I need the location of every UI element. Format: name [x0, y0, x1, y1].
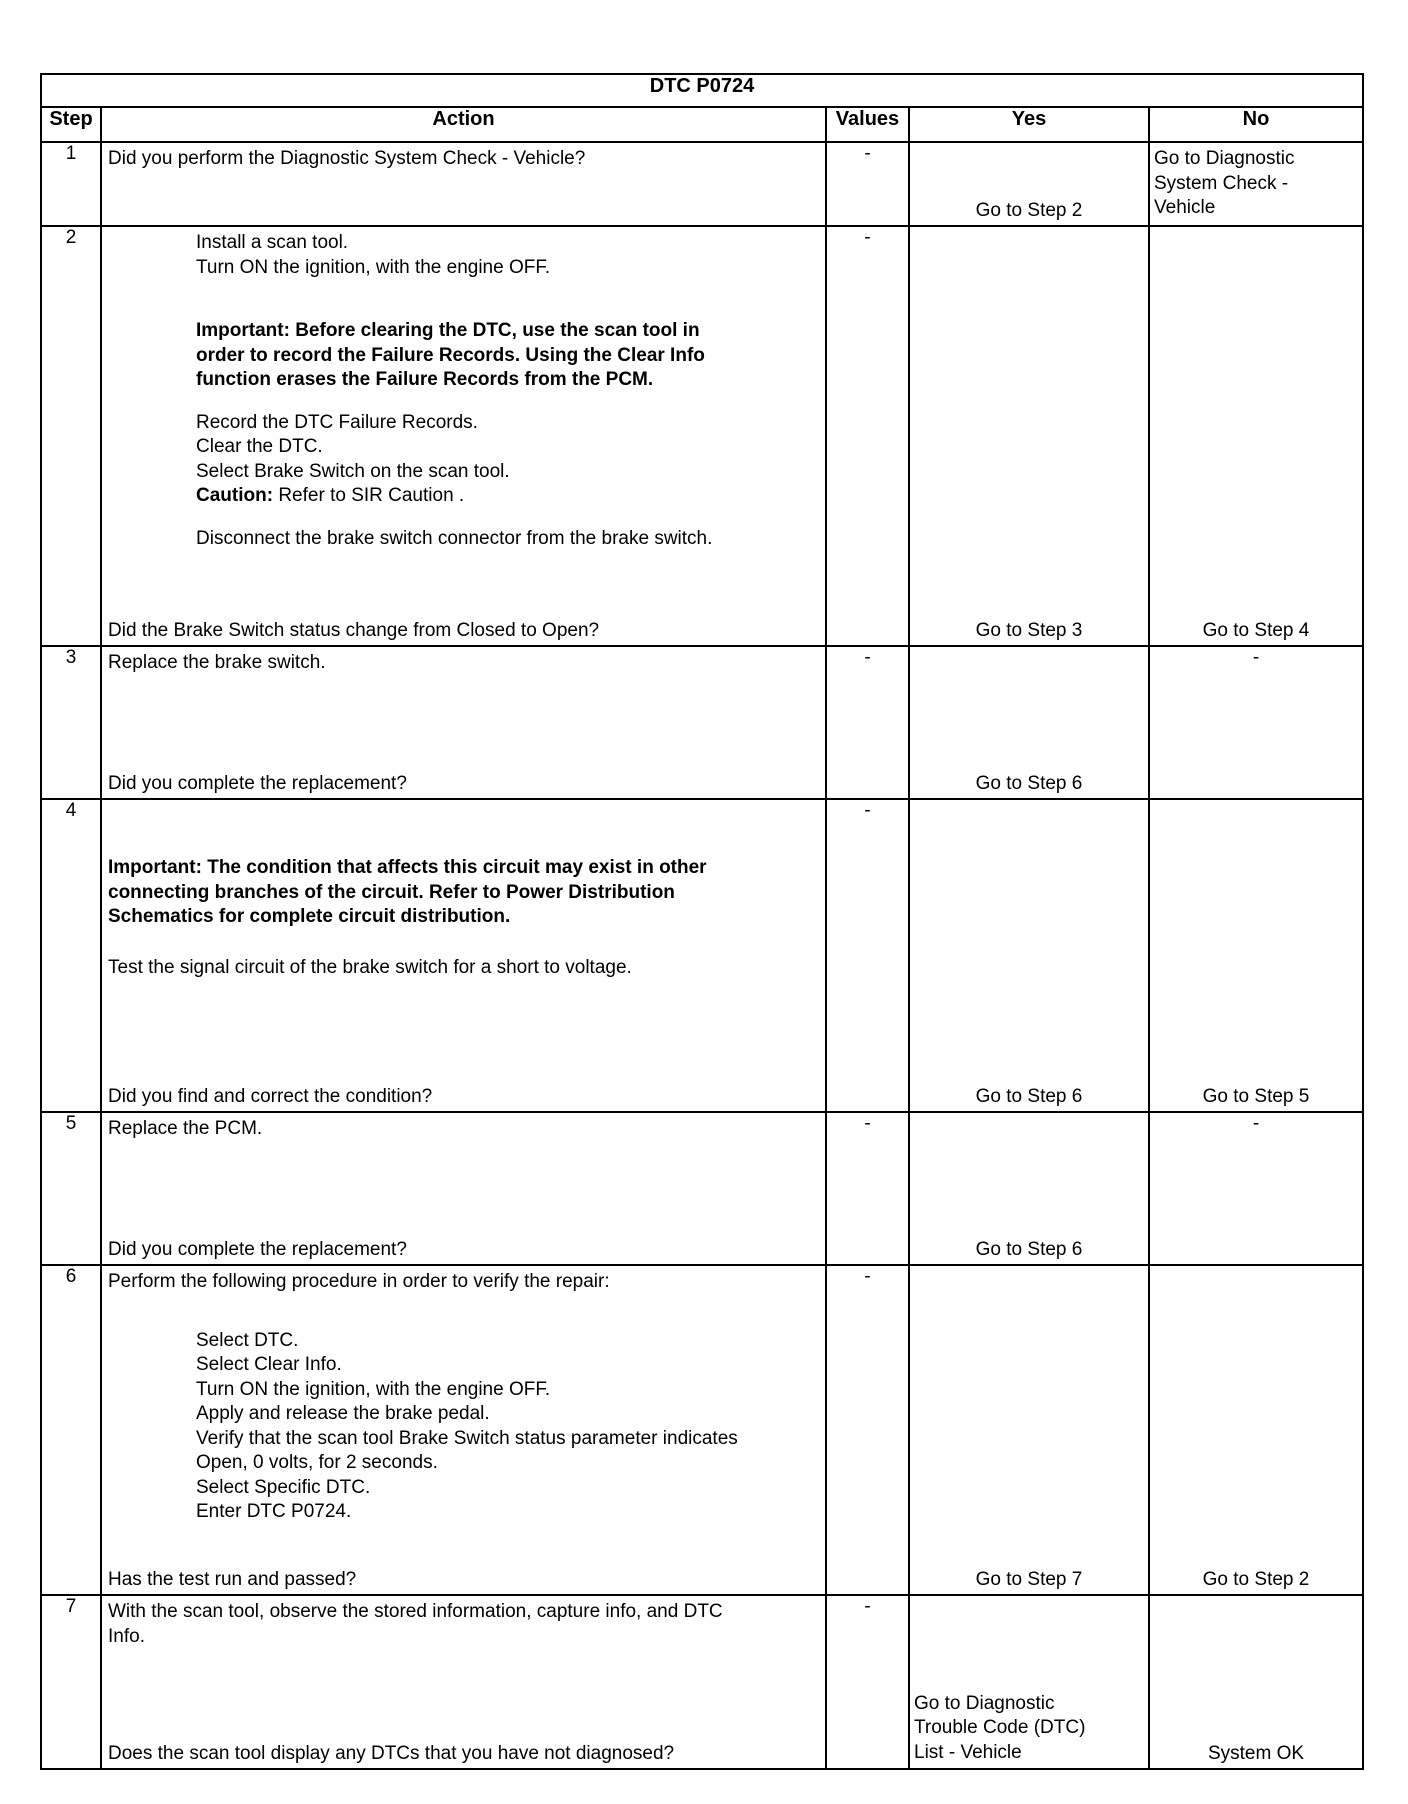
action-cell: [101, 1265, 826, 1595]
action-line: Verify that the scan tool Brake Switch status parameter indicates: [196, 1427, 738, 1449]
table-row: [41, 799, 1363, 1112]
header-values: Values: [826, 107, 909, 142]
important-note: [108, 856, 819, 930]
important-line: Schematics for complete circuit distribution.: [108, 906, 511, 927]
important-note: [108, 319, 819, 393]
action-line: Enter DTC P0724.: [196, 1501, 352, 1522]
action-line: Disconnect the brake switch connector from the brake switch.: [196, 527, 713, 549]
no-cell: [1149, 142, 1363, 226]
action-question: Did you complete the replacement?: [108, 773, 407, 794]
no-link: System OK: [1207, 1743, 1305, 1764]
no-link: Go to Step 5: [1202, 1086, 1310, 1107]
no-link: Go to Step 2: [1202, 1569, 1310, 1590]
action-text: Replace the PCM.: [108, 1118, 263, 1139]
yes-link: Go to Step 7: [975, 1569, 1083, 1590]
values-cell: -: [826, 799, 909, 1112]
yes-cell: [909, 646, 1149, 799]
action-line: Select Specific DTC.: [196, 1476, 371, 1498]
header-step: Step: [41, 107, 101, 142]
no-cell: [1149, 1265, 1363, 1595]
caution-label: Caution:: [196, 485, 274, 506]
action-line: Clear the DTC.: [196, 436, 323, 457]
table-row: [41, 226, 1363, 646]
values-cell: -: [826, 1112, 909, 1265]
table-row: [41, 646, 1363, 799]
values-cell: -: [826, 1595, 909, 1769]
action-cell: [101, 142, 826, 226]
no-line: Go to Diagnostic: [1154, 148, 1295, 169]
table-title: DTC P0724: [41, 74, 1363, 107]
step-number: 7: [41, 1595, 101, 1769]
important-line: Important: The condition that affects this circuit may exist in other: [108, 857, 707, 878]
no-cell: [1149, 799, 1363, 1112]
diagnostic-table: [40, 73, 1364, 1770]
yes-link: Go to Step 6: [975, 1086, 1083, 1107]
header-no: No: [1149, 107, 1363, 142]
action-line: Select DTC.: [196, 1329, 299, 1351]
important-line: order to record the Failure Records. Using the Clear Info: [196, 344, 705, 366]
action-line: Info.: [108, 1625, 145, 1647]
no-cell: [1149, 1595, 1363, 1769]
yes-link: Go to Step 6: [975, 1239, 1083, 1260]
no-cell: [1149, 226, 1363, 646]
action-line: Select Clear Info.: [196, 1354, 342, 1375]
step-number: 3: [41, 646, 101, 799]
important-line: connecting branches of the circuit. Refer to Power Distribution: [108, 881, 675, 903]
action-cell: [101, 226, 826, 646]
important-line: function erases the Failure Records from the PCM.: [196, 369, 654, 390]
header-action: Action: [101, 107, 826, 142]
table-row: [41, 1595, 1363, 1769]
action-cell: [101, 1112, 826, 1265]
step-number: 6: [41, 1265, 101, 1595]
important-line: Important: Before clearing the DTC, use the scan tool in: [196, 320, 700, 341]
table-row: [41, 1265, 1363, 1595]
yes-cell: [909, 1595, 1149, 1769]
action-line: With the scan tool, observe the stored information, capture info, and DTC: [108, 1601, 723, 1622]
step-number: 1: [41, 142, 101, 226]
caution-line: [108, 484, 819, 509]
action-line: Perform the following procedure in order to verify the repair:: [108, 1271, 610, 1292]
action-question: Did you find and correct the condition?: [108, 1086, 433, 1107]
yes-link: [914, 1692, 1085, 1766]
action-text: Did you perform the Diagnostic System Check - Vehicle?: [108, 148, 586, 169]
no-cell: -: [1149, 646, 1363, 799]
action-cell: [101, 799, 826, 1112]
yes-line: List - Vehicle: [914, 1741, 1022, 1763]
action-line: Apply and release the brake pedal.: [196, 1403, 490, 1424]
action-question: Did you complete the replacement?: [108, 1239, 407, 1260]
action-line: Install a scan tool.: [196, 232, 349, 253]
step-number: 2: [41, 226, 101, 646]
action-line: Select Brake Switch on the scan tool.: [196, 460, 510, 482]
yes-cell: [909, 1112, 1149, 1265]
caution-text: Refer to SIR Caution .: [273, 485, 465, 506]
no-link: Go to Step 4: [1202, 620, 1310, 641]
no-cell: -: [1149, 1112, 1363, 1265]
no-line: Vehicle: [1154, 197, 1216, 218]
values-cell: -: [826, 226, 909, 646]
action-text: Replace the brake switch.: [108, 652, 326, 673]
action-line: Record the DTC Failure Records.: [196, 411, 478, 433]
table-row: [41, 142, 1363, 226]
action-line: Turn ON the ignition, with the engine OFF.: [196, 256, 551, 278]
yes-link: Go to Step 2: [975, 200, 1083, 221]
header-yes: Yes: [909, 107, 1149, 142]
action-line: Open, 0 volts, for 2 seconds.: [196, 1452, 438, 1473]
yes-link: Go to Step 3: [975, 620, 1083, 641]
header-row: [41, 107, 1363, 142]
no-link: [1154, 147, 1294, 221]
yes-line: Go to Diagnostic: [914, 1692, 1055, 1714]
action-question: Does the scan tool display any DTCs that you have not diagnosed?: [108, 1743, 675, 1764]
yes-cell: [909, 1265, 1149, 1595]
yes-line: Trouble Code (DTC): [914, 1717, 1086, 1738]
values-cell: -: [826, 142, 909, 226]
action-cell: [101, 1595, 826, 1769]
values-cell: -: [826, 646, 909, 799]
action-line: Test the signal circuit of the brake switch for a short to voltage.: [108, 956, 632, 978]
action-question: Has the test run and passed?: [108, 1569, 357, 1590]
values-cell: -: [826, 1265, 909, 1595]
yes-cell: [909, 226, 1149, 646]
action-question: Did the Brake Switch status change from Closed to Open?: [108, 620, 600, 641]
yes-link: Go to Step 6: [975, 773, 1083, 794]
step-number: 5: [41, 1112, 101, 1265]
no-line: System Check -: [1154, 172, 1289, 194]
step-number: 4: [41, 799, 101, 1112]
table-row: [41, 1112, 1363, 1265]
action-cell: [101, 646, 826, 799]
yes-cell: [909, 799, 1149, 1112]
action-line: Turn ON the ignition, with the engine OFF.: [196, 1378, 551, 1400]
yes-cell: [909, 142, 1149, 226]
